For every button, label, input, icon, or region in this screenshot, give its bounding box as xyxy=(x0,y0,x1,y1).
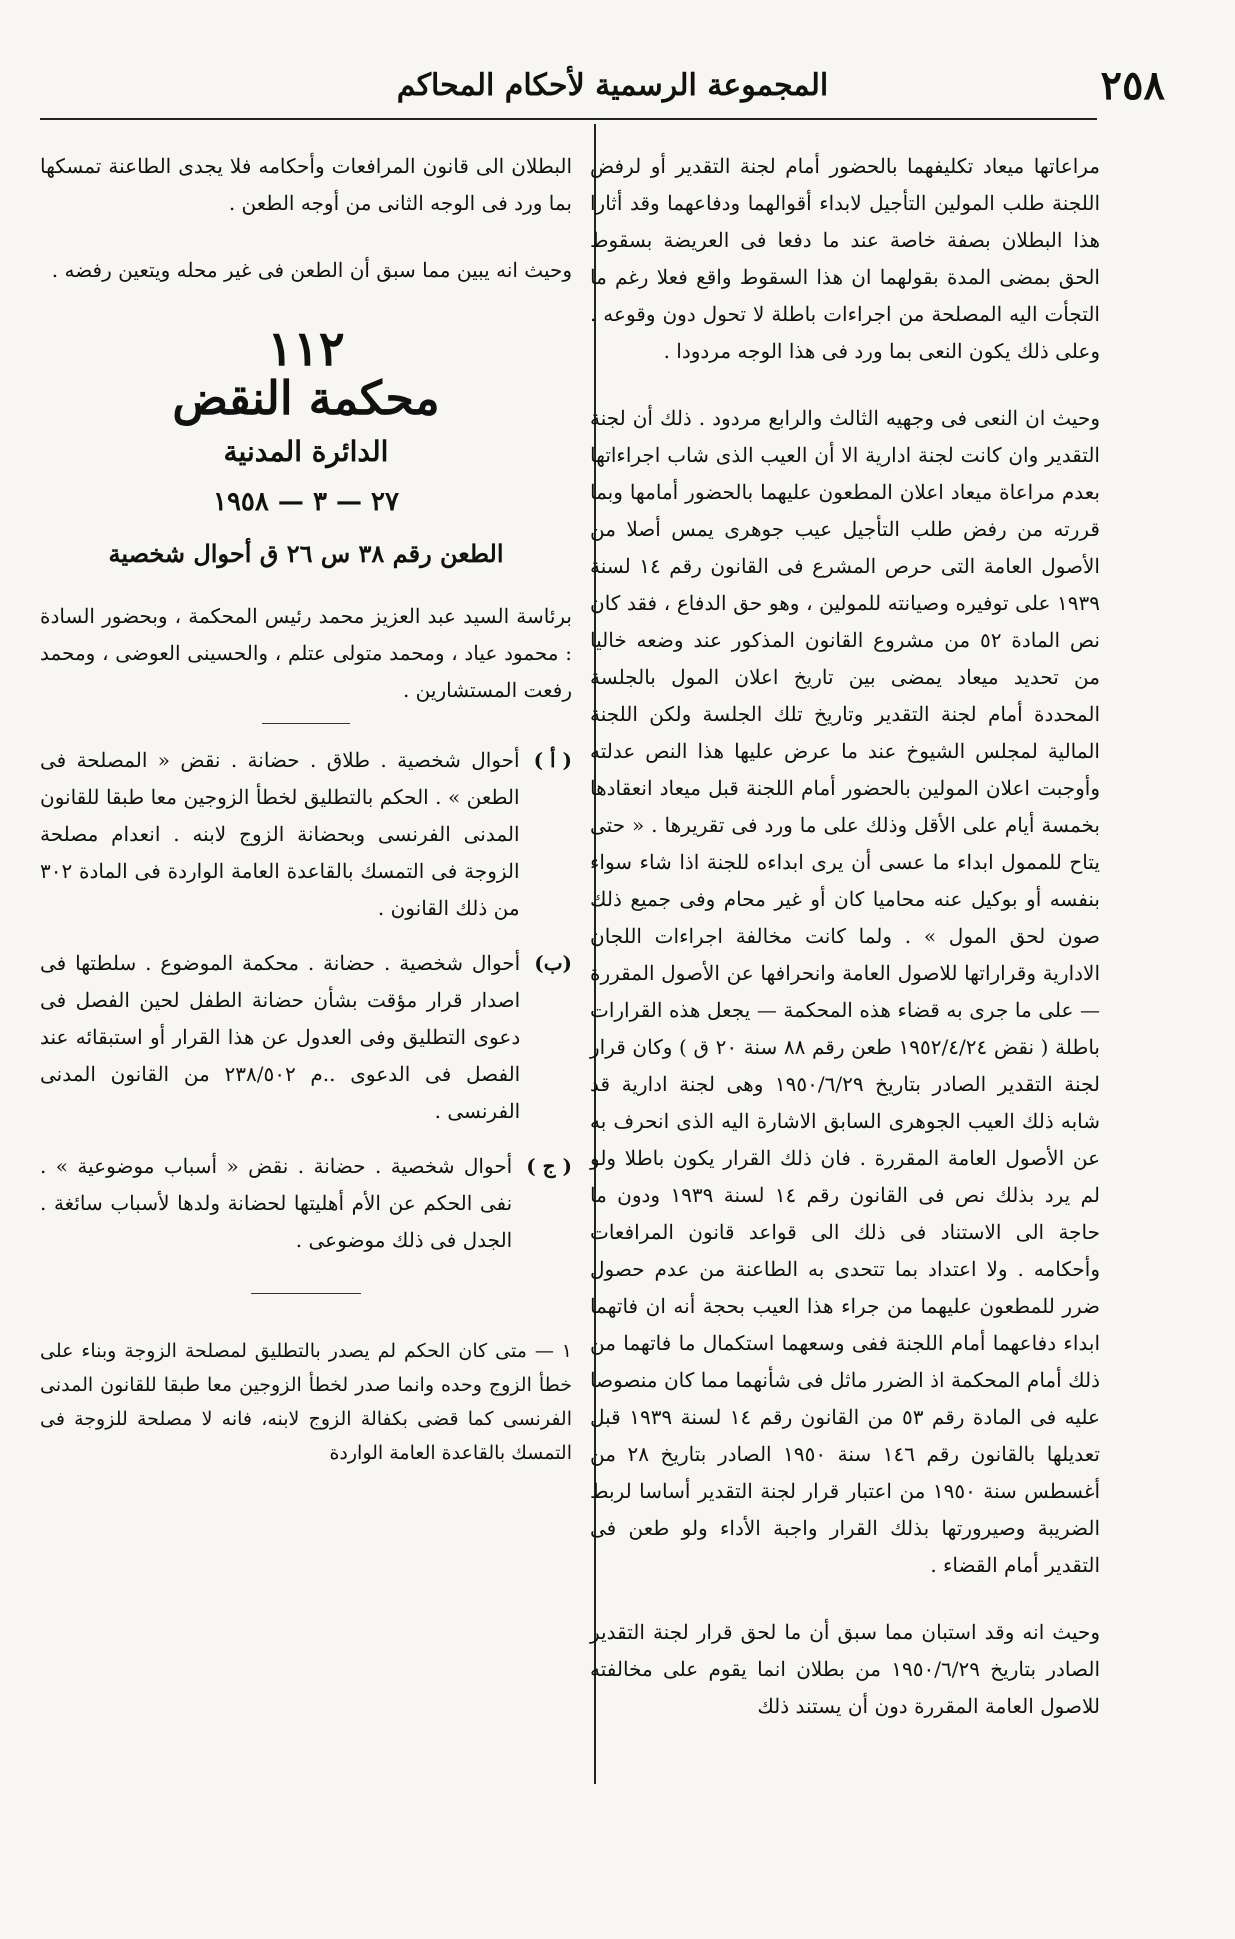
headnote xyxy=(40,1148,572,1259)
panel-composition: برئاسة السيد عبد العزيز محمد رئيس المحكمة ، وبحضور السادة : محمود عياد ، ومحمد متولى عتلم ، والحسينى العوضى ، ومحمد رفعت المستشارين . xyxy=(40,604,572,702)
right-column xyxy=(590,148,1100,1725)
chamber-name: الدائرة المدنية xyxy=(223,435,389,468)
footnote: ١ — متى كان الحكم لم يصدر بالتطليق لمصلحة الزوجة وبناء على خطأ الزوج وحده وانما صدر لخطأ الزوجين معا طبقا للقانون المدنى الفرنسى كما قضى بكفالة الزوج لابنه، فانه لا مصلحة للزوجة فى التمسك بالقاعدة العامة الواردة xyxy=(40,1340,572,1464)
court-name: محكمة النقض xyxy=(172,371,440,425)
headnote xyxy=(40,742,572,927)
headnote-text: أحوال شخصية . طلاق . حضانة . نقض « المصلحة فى الطعن » . الحكم بالتطليق لخطأ الزوجين معا طبقا للقانون المدنى الفرنسى وبحضانة الزوج لابنه . انعدام مصلحة الزوجة فى التمسك بالقاعدة العامة الواردة فى المادة ٣٠٢ من ذلك القانون . xyxy=(40,748,520,920)
headnote-label: (ب) xyxy=(534,951,572,975)
page-header xyxy=(60,62,1165,112)
separator-rule xyxy=(262,723,350,724)
page-number: ٢٥٨ xyxy=(1100,62,1165,109)
headnote-text: أحوال شخصية . حضانة . محكمة الموضوع . سلطتها فى اصدار قرار مؤقت بشأن حضانة الطفل لحين الفصل فى دعوى التطليق وفى العدول عن هذا القرار أو استبقائه عند الفصل فى الدعوى ..م ٢٣٨/٥٠٢ من القانون المدنى الفرنسى . xyxy=(40,951,521,1123)
header-rule xyxy=(40,118,1097,120)
appeal-reference: الطعن رقم ٣٨ س ٢٦ ق أحوال شخصية xyxy=(108,539,504,568)
paragraph: وحيث ان النعى فى وجهيه الثالث والرابع مردود . ذلك أن لجنة التقدير وان كانت لجنة ادارية الا أن العيب الذى شاب اجراءاتها بعدم مراعاة ميعاد اعلان المطعون عليهما بالحضور أمامها وبما قررته من رفض طلب التأجيل عيب جوهرى يمس أصلا من الأصول العامة التى حرص المشرع فى القانون رقم ١٤ لسنة ١٩٣٩ على توفيره وصيانته للمولين ، وهو حق الدفاع ، فقد كان نص المادة ٥٢ من مشروع القانون المذكور عند وضعه خاليا من تحديد ميعاد يمضى بين تاريخ اعلان المول بالجلسة المحددة أمام لجنة التقدير وتاريخ تلك الجلسة ولكن اللجنة المالية لمجلس الشيوخ عند ما عرض عليها هذا النص عدلته وأوجبت اعلان المولين بالحضور أمام اللجنة قبل ميعاد انعقادها بخمسة أيام على الأقل وذلك على ما ورد فى تقريرها . « حتى يتاح للممول ابداء ما عسى أن يرى ابداءه للجنة اذا شاء سواء بنفسه أو بوكيل عنه محاميا كان أو غير محام وفى جميع ذلك صون لحق المول » . ولما كانت مخالفة اجراءات اللجان الادارية وقراراتها للاصول العامة وانحرافها عن الأصول المقررة — على ما جرى به قضاء هذه المحكمة — يجعل هذه القرارات باطلة ( نقض ١٩٥٢/٤/٢٤ طعن رقم ٨٨ سنة ٢٠ ق ) وكان قرار لجنة التقدير الصادر بتاريخ ١٩٥٠/٦/٢٩ وهى لجنة ادارية قد شابه ذلك العيب الجوهرى السابق الاشارة اليه الذى انحرف به عن الأصول العامة المقررة . فان ذلك القرار يكون باطلا ولو لم يرد بذلك نص فى القانون رقم ١٤ لسنة ١٩٣٩ ودون ما حاجة الى الاستناد فى ذلك الى قواعد قانون المرافعات وأحكامه . ولا اعتداد بما تتحدى به الطاعنة من عدم حصول ضرر للمطعون عليهما من جراء هذا العيب بحجة أنه ان فاتهما ابداء دفاعهما أمام اللجنة ففى وسعهما استكمال ما فاتهما من ذلك أمام المحكمة اذ الضرر ماثل فى شأنهما مما كان منصوصا عليه فى المادة رقم ٥٣ من القانون رقم ١٤ لسنة ١٩٣٩ قبل تعديلها بالقانون رقم ١٤٦ سنة ١٩٥٠ الصادر بتاريخ ٢٨ من أغسطس سنة ١٩٥٠ من اعتبار قرار لجنة التقدير أساسا لربط الضريبة وصيرورتها بذلك القرار واجبة الأداء ولو طعن فى التقدير أمام القضاء . xyxy=(590,406,1101,1577)
paragraph: البطلان الى قانون المرافعات وأحكامه فلا يجدى الطاعنة تمسكها بما ورد فى الوجه الثانى من أوجه الطعن . xyxy=(40,154,572,215)
headnote-label: ( أ ) xyxy=(533,748,572,772)
headnote-text: أحوال شخصية . حضانة . نقض « أسباب موضوعية » . نفى الحكم عن الأم أهليتها لحضانة ولدها لأسباب سائغة . الجدل فى ذلك موضوعى . xyxy=(40,1154,513,1252)
headnote-label: ( ج ) xyxy=(526,1154,572,1178)
running-title: المجموعة الرسمية لأحكام المحاكم xyxy=(396,68,829,103)
paragraph: وحيث انه يبين مما سبق أن الطعن فى غير محله ويتعين رفضه . xyxy=(51,258,572,282)
paragraph: وحيث انه وقد استبان مما سبق أن ما لحق قرار لجنة التقدير الصادر بتاريخ ١٩٥٠/٦/٢٩ من بطلان انما يقوم على مخالفته للاصول العامة المقررة دون أن يستند ذلك xyxy=(590,1620,1101,1718)
separator-rule xyxy=(251,1293,361,1294)
decision-number: ١١٢ xyxy=(267,321,345,377)
paragraph: مراعاتها ميعاد تكليفهما بالحضور أمام لجنة التقدير أو لرفض اللجنة طلب المولين التأجيل لابداء أقوالهما ودفاعهما وقد أثارا هذا البطلان بصفة خاصة عند ما دفعا فى العريضة بسقوط الحق بمضى المدة بقولهما ان هذا السقوط واقع فعلا رغم ما التجأت اليه المصلحة من اجراءات باطلة لا تحول دون وقوعه . وعلى ذلك يكون النعى بما ورد فى هذا الوجه مردودا . xyxy=(590,154,1100,363)
decision-date: ٢٧ — ٣ — ١٩٥٨ xyxy=(213,487,399,517)
headnote xyxy=(40,945,572,1130)
left-column xyxy=(40,148,572,1470)
